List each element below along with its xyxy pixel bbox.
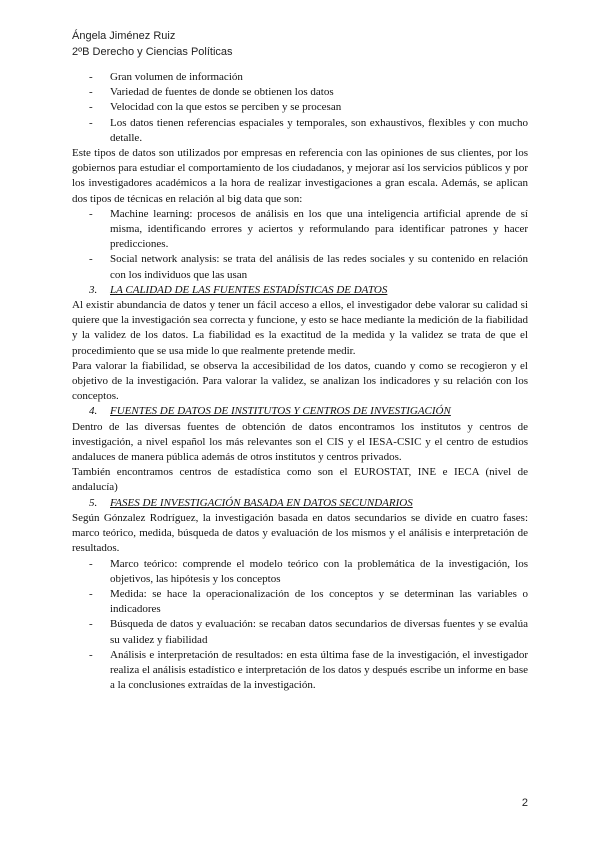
section-heading-3 [72,283,528,298]
list-item-text: Análisis e interpretación de resultados: en esta última fase de la investigación, el investigador realiza el análisis estadístico e interpretación de los datos y después escribe un informe en base a la conclusiones extraídas de la investigación. [110,648,528,692]
section-number: 5. [89,496,98,509]
bullet-dash: - [89,71,93,83]
paragraph: Para valorar la fiabilidad, se observa la accesibilidad de los datos, cuando y como se recogieron y el objetivo de la investigación. Para valorar la validez, se analizan los indicadores y su relación con los conceptos. [72,359,528,403]
paragraph: Al existir abundancia de datos y tener un fácil acceso a ellos, el investigador debe valorar su calidad si quiere que la investigación sea correcta y funcione, y esto se hace mediante la medición de la fiabilidad y la validez de los datos. La fiabilidad es la exactitud de la medida y la validez se trata de que el procedimiento que se usa mide lo que realmente pretende medir. [72,299,528,357]
section-title: LA CALIDAD DE LAS FUENTES ESTADÍSTICAS DE DATOS [110,283,388,296]
bullet-dash: - [89,116,93,129]
bullet-dash: - [89,648,93,661]
bullet-dash: - [89,618,93,631]
section-number: 4. [89,405,98,418]
bullet-dash: - [89,557,93,570]
paragraph: Dentro de las diversas fuentes de obtención de datos encontramos los institutos y centros de investigación, a nivel español los más relevantes son el CIS y el IESA-CSIC y el centro de estudios andaluces de manera pública además de otros institutos y centros privados. [72,420,528,464]
bullet-dash: - [89,86,93,99]
document-body [72,70,528,693]
phases-list [72,557,528,694]
list-item-text: Búsqueda de datos y evaluación: se recaban datos secundarios de diversas fuentes y se evalúa su validez y fiabilidad [110,618,528,646]
bullet-dash: - [89,253,93,266]
section-title: FASES DE INVESTIGACIÓN BASADA EN DATOS SECUNDARIOS [110,496,413,509]
list-item [72,557,528,587]
list-item [72,100,528,115]
bullet-dash: - [89,101,93,114]
section-heading-4 [72,404,528,419]
list-item-text: Marco teórico: comprende el modelo teórico con la problemática de la investigación, los objetivos, las hipótesis y los conceptos [110,557,528,585]
list-item-text: Variedad de fuentes de donde se obtienen los datos [110,86,334,99]
list-item [72,70,528,85]
page-header [72,28,233,60]
course-name: 2ºB Derecho y Ciencias Políticas [72,46,233,58]
list-item-text: Los datos tienen referencias espaciales y temporales, son exhaustivos, flexibles y con mucho detalle. [110,116,528,144]
list-item [72,207,528,253]
author-name: Ángela Jiménez Ruiz [72,30,176,42]
bullet-dash: - [89,587,93,600]
list-item [72,85,528,100]
list-item-text: Gran volumen de información [110,71,243,83]
page-number: 2 [521,797,528,809]
list-item [72,587,528,617]
section-title: FUENTES DE DATOS DE INSTITUTOS Y CENTROS DE INVESTIGACIÓN [110,405,451,418]
list-item [72,648,528,694]
paragraph: Según Gónzalez Rodríguez, la investigación basada en datos secundarios se divide en cuatro fases: marco teórico, medida, búsqueda de datos y evaluación de los mismos y el análisis e interpretación de resultados. [72,511,528,555]
paragraph: Este tipos de datos son utilizados por empresas en referencia con las opiniones de sus clientes, por los gobiernos para estudiar el comportamiento de los ciudadanos, y mejorar así los servicios públicos y por los investigadores académicos a la hora de realizar investigaciones a gran escala. Además, se aplican dos tipos de técnicas en relación al big data que son: [72,147,528,205]
techniques-list [72,207,528,283]
list-item-text: Medida: se hace la operacionalización de los conceptos y se determinan las variables o indicadores [110,587,528,616]
list-item [72,116,528,146]
list-item [72,617,528,647]
section-heading-5 [72,496,528,511]
characteristics-list [72,70,528,146]
list-item-text: Social network analysis: se trata del análisis de las redes sociales y su contenido en relación con los individuos que las usan [110,253,528,281]
list-item [72,252,528,282]
bullet-dash: - [89,207,93,220]
list-item-text: Velocidad con la que estos se perciben y se procesan [110,101,342,114]
paragraph: También encontramos centros de estadística como son el EUROSTAT, INE e IECA (nivel de andalucía) [72,466,528,494]
section-number: 3. [89,283,98,296]
list-item-text: Machine learning: procesos de análisis en los que una inteligencia artificial aprende de sí misma, identificando errores y aciertos y reformulando para identificar patrones y hacer predicciones. [110,207,528,251]
